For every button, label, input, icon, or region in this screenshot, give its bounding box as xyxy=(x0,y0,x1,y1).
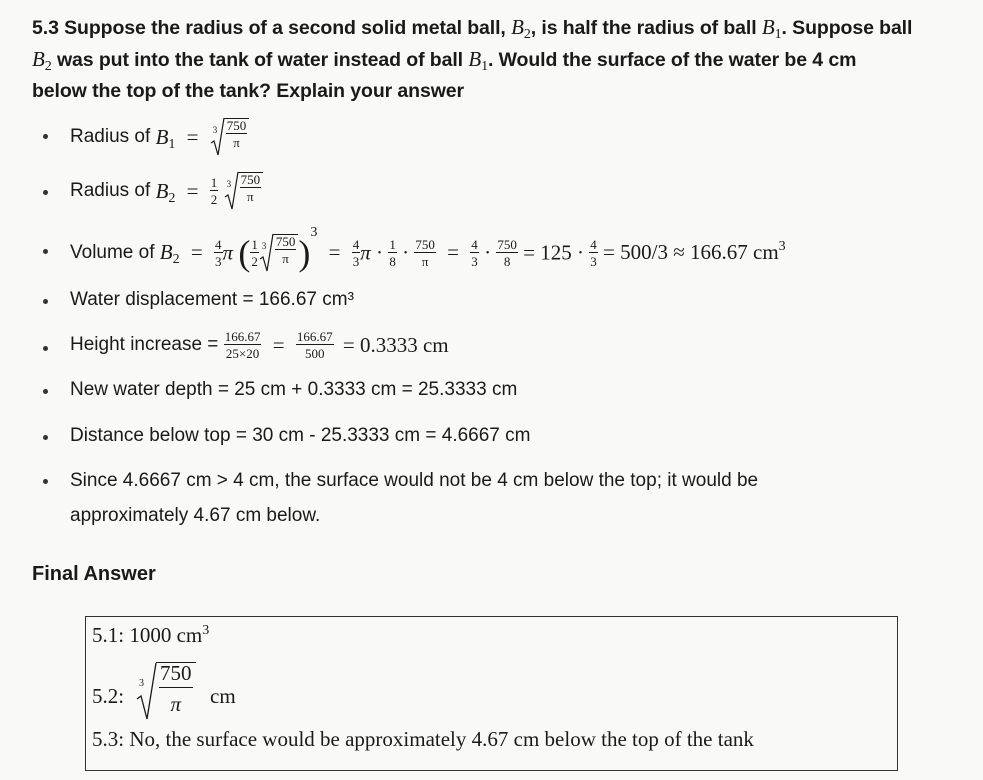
bullet-dot xyxy=(43,389,48,394)
radical-sign-icon xyxy=(210,117,260,159)
bullet-dot xyxy=(43,249,48,254)
question-line-1: 5.3 Suppose the radius of a second solid metal ball, $B_2$, is half the radius of ball $B_1$. Suppose ball xyxy=(32,15,913,42)
final-answer-heading: Final Answer xyxy=(32,563,156,585)
final-answer-box: 5.1: 1000 $cm^3$ 5.2: 3 $\frac{750}{\pi}$ cm 5.3: No, the surface would be approximately 4.67 cm below the top of the tank xyxy=(85,616,898,771)
answer-5-3: 5.3: No, the surface would be approximately 4.67 cm below the top of the tank xyxy=(92,727,754,751)
cube-root: 3 $\frac{750}{\pi}$ xyxy=(210,117,250,157)
radical-sign-icon xyxy=(136,661,206,723)
question-line-2: $B_2$ was put into the tank of water instead of ball $B_1$. Would the surface of the water be 4 cm xyxy=(32,47,857,74)
radical-sign-icon xyxy=(259,233,309,275)
math-b2: $B_2$ xyxy=(511,15,531,42)
cube-root: 3 $\frac{750}{\pi}$ xyxy=(224,171,264,211)
bullet-dot xyxy=(43,346,48,351)
solution-bullets: Radius of $B_1$ = 3 $\frac{750}{\pi}$ Radius of $B_2$ = $\frac{1}{2}$ 3 $\frac{750}{\pi}$ Volume of $B_2$ = $\frac{4}{3}$ π ( $\frac{1}{2}$ 3 $\frac{750}{\pi}$ )$^3$ = $\frac{4}{3}$ π · $\frac{1}{8}$ · $\frac{750}{\pi}$ = $\frac{4}{3}$ · $\frac{750}{8}$ = 125 · $\frac{4}{3}$ = 500/3 ≈ 166.67 $cm^3$ Water displacement = 166.67 cm³ Height increase = $\frac{166.67}{25\times 20}$ = $\frac{166.67}{500}$ = 0.3333 cm New water depth = 25 cm + 0.3333 cm = 25.3333 cm Distance below top = 30 cm - 25.3333 cm = 4.6667 cm Since 4.6667 cm > 4 cm, the surface would not be 4 cm below the top; it would be approximately 4.67 cm below. xyxy=(36,0,976,560)
bullet-dot xyxy=(43,299,48,304)
bullet-dot xyxy=(43,190,48,195)
cube-root: 3 $\frac{750}{\pi}$ xyxy=(136,661,196,721)
math-b1: $B_1$ xyxy=(761,15,782,42)
cube-root: 3 $\frac{750}{\pi}$ xyxy=(259,233,299,273)
bullet-dot xyxy=(43,435,48,440)
question-line-3: below the top of the tank? Explain your answer xyxy=(32,80,465,102)
answer-5-1: 5.1: 1000 $cm^3$ xyxy=(92,623,210,647)
bullet-dot xyxy=(43,134,48,139)
radical-sign-icon xyxy=(224,171,274,213)
bullet-dot xyxy=(43,479,48,484)
